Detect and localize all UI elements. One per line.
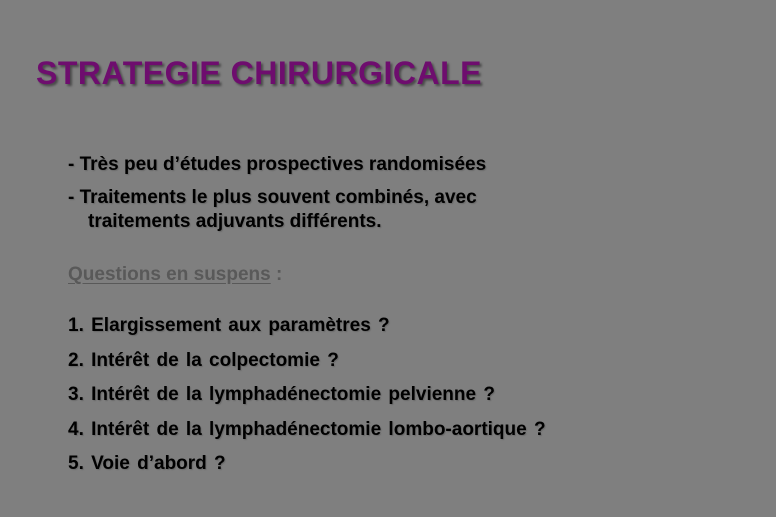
bullet-list (68, 153, 748, 243)
questions-heading-label: Questions en suspens (68, 264, 271, 285)
bullet-text-continuation: traitements adjuvants différents. (88, 211, 382, 232)
question-item: 4. Intérêt de la lymphadénectomie lombo-aortique ? (68, 418, 546, 440)
question-item: 5. Voie d’abord ? (68, 453, 226, 474)
bullet-item (68, 186, 748, 234)
questions-heading (68, 264, 282, 286)
question-item: 1. Elargissement aux paramètres ? (68, 315, 390, 336)
question-item: 3. Intérêt de la lymphadénectomie pelvienne ? (68, 384, 495, 405)
bullet-item (68, 153, 748, 177)
bullet-text: - Très peu d’études prospectives randomisées (68, 154, 487, 175)
bullet-text: - Traitements le plus souvent combinés, avec (68, 187, 477, 208)
slide-title: STRATEGIE CHIRURGICALE (36, 55, 482, 91)
questions-list (68, 309, 546, 482)
questions-heading-colon: : (270, 264, 283, 285)
question-item: 2. Intérêt de la colpectomie ? (68, 349, 339, 371)
